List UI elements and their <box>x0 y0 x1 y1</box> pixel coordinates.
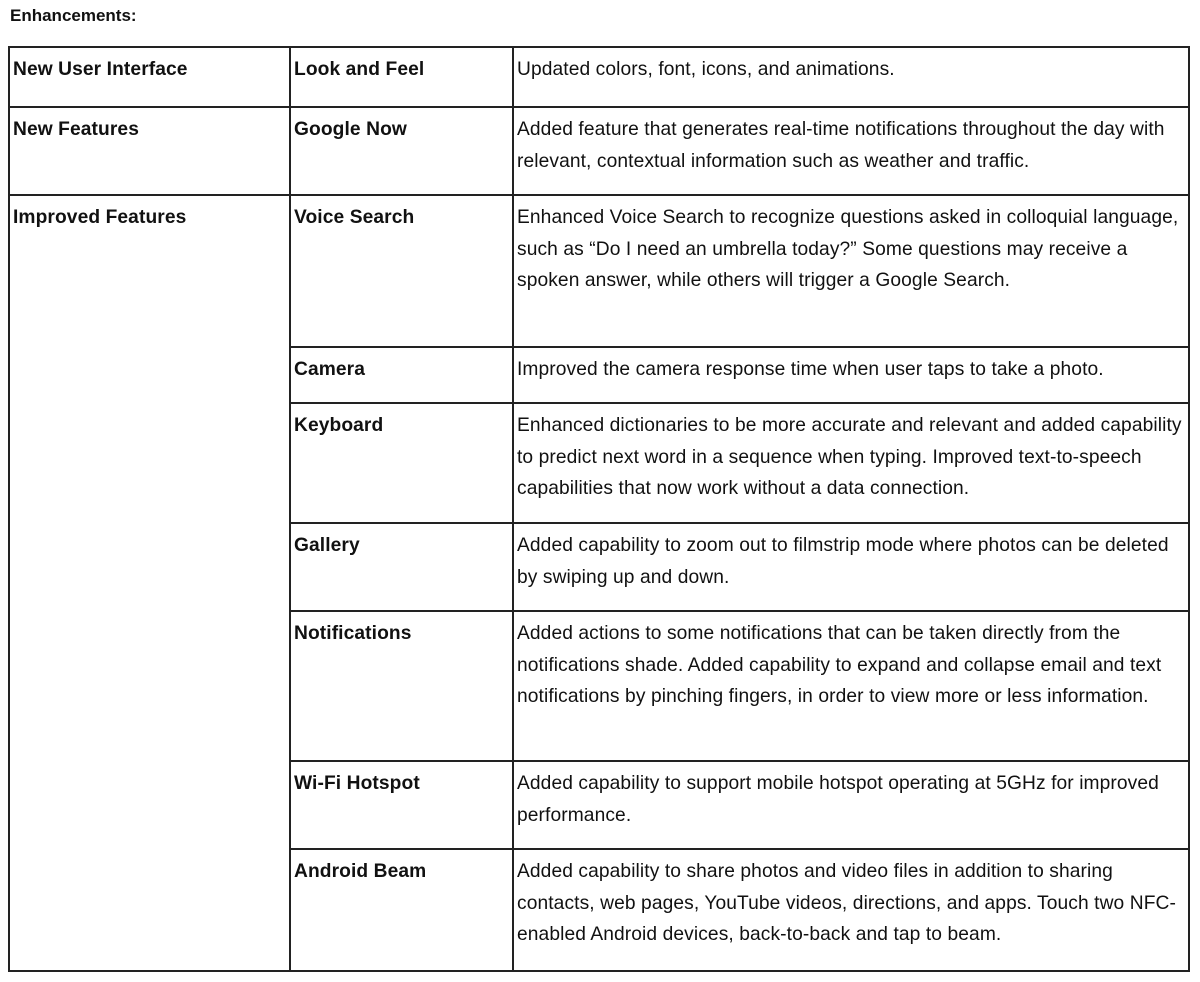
category-cell: Improved Features <box>9 195 290 971</box>
description-cell: Improved the camera response time when user taps to take a photo. <box>513 347 1189 403</box>
feature-cell: Android Beam <box>290 849 513 971</box>
description-cell: Enhanced dictionaries to be more accurate and relevant and added capability to predict next word in a sequence when typing. Improved text-to-speech capabilities that now work without a data connection. <box>513 403 1189 523</box>
category-cell: New User Interface <box>9 47 290 107</box>
feature-cell: Notifications <box>290 611 513 761</box>
feature-cell: Look and Feel <box>290 47 513 107</box>
description-cell: Updated colors, font, icons, and animations. <box>513 47 1189 107</box>
table-row <box>9 195 1189 347</box>
description-cell: Added capability to support mobile hotspot operating at 5GHz for improved performance. <box>513 761 1189 849</box>
enhancements-table-wrapper <box>8 46 1190 972</box>
feature-cell: Wi-Fi Hotspot <box>290 761 513 849</box>
feature-cell: Gallery <box>290 523 513 611</box>
table-row <box>9 107 1189 195</box>
enhancements-table <box>8 46 1190 972</box>
description-cell: Added capability to zoom out to filmstrip mode where photos can be deleted by swiping up and down. <box>513 523 1189 611</box>
feature-cell: Google Now <box>290 107 513 195</box>
feature-cell: Keyboard <box>290 403 513 523</box>
description-cell: Added actions to some notifications that can be taken directly from the notifications shade. Added capability to expand and collapse email and text notifications by pinching fingers, in order to view more or less information. <box>513 611 1189 761</box>
category-cell: New Features <box>9 107 290 195</box>
page-heading: Enhancements: <box>10 6 137 25</box>
feature-cell: Voice Search <box>290 195 513 347</box>
feature-cell: Camera <box>290 347 513 403</box>
description-cell: Added feature that generates real-time notifications throughout the day with relevant, contextual information such as weather and traffic. <box>513 107 1189 195</box>
description-cell: Enhanced Voice Search to recognize questions asked in colloquial language, such as “Do I need an umbrella today?” Some questions may receive a spoken answer, while others will trigger a Google Search. <box>513 195 1189 347</box>
description-cell: Added capability to share photos and video files in addition to sharing contacts, web pages, YouTube videos, directions, and apps. Touch two NFC-enabled Android devices, back-to-back and tap to beam. <box>513 849 1189 971</box>
table-row <box>9 47 1189 107</box>
